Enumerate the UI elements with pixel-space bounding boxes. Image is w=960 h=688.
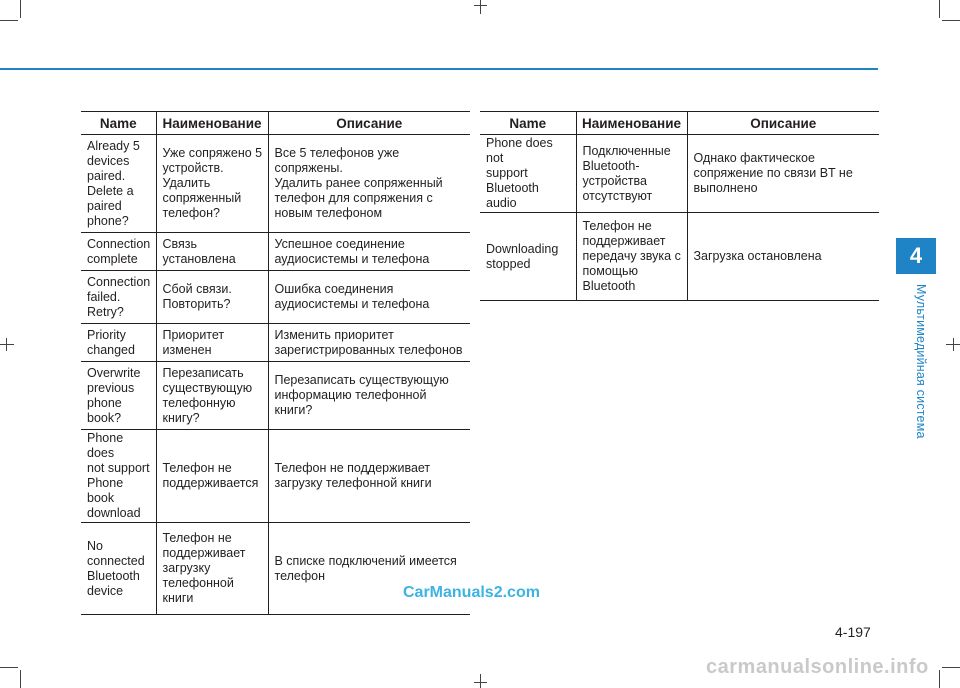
message-title: Сбой связи. Повторить? [156,271,268,324]
crop-mark [942,20,960,21]
message-name: Phone does not support Phone book download [81,430,156,523]
table-row [81,362,470,430]
message-title: Телефон не поддерживает передачу звука с помощью Bluetooth [576,213,687,301]
message-table-left [81,111,470,615]
header-rule [0,68,878,70]
table-row [81,430,470,523]
crop-mark [939,0,940,18]
chapter-tab: 4 [896,238,936,274]
table-header-row [480,112,879,135]
chapter-title: Мультимедийная система [914,284,928,439]
message-name: Connection complete [81,233,156,271]
watermark-footer: carmanualsonline.info [706,656,929,678]
crop-mark [474,5,487,6]
message-title: Приоритет изменен [156,324,268,362]
message-name: Downloading stopped [480,213,576,301]
crop-mark [474,682,487,683]
message-title: Перезаписать существующую телефонную книгу? [156,362,268,430]
message-description: Телефон не поддерживает загрузку телефонной книги [268,430,470,523]
crop-mark [0,20,18,21]
message-description: Успешное соединение аудиосистемы и телефона [268,233,470,271]
message-description: Однако фактическое сопряжение по связи BT не выполнено [687,135,879,213]
crop-mark [942,667,960,668]
table-row [81,324,470,362]
table-row [480,213,879,301]
crop-mark [0,667,18,668]
message-description: Загрузка остановлена [687,213,879,301]
table-row [480,135,879,213]
message-title: Связь установлена [156,233,268,271]
column-header-description: Описание [268,112,470,135]
message-name: Connection failed. Retry? [81,271,156,324]
table-row [81,135,470,233]
message-title: Телефон не поддерживается [156,430,268,523]
column-header-title: Наименование [576,112,687,135]
crop-mark [953,338,954,351]
message-title: Уже сопряжено 5 устройств. Удалить сопряженный телефон? [156,135,268,233]
message-name: No connected Bluetooth device [81,523,156,615]
crop-mark [480,0,481,14]
column-header-title: Наименование [156,112,268,135]
column-header-name: Name [81,112,156,135]
message-table-right [480,111,879,301]
message-description: Ошибка соединения аудиосистемы и телефона [268,271,470,324]
message-description: Перезаписать существующую информацию телефонной книги? [268,362,470,430]
message-name: Priority changed [81,324,156,362]
table-row [81,271,470,324]
message-name: Overwrite previous phone book? [81,362,156,430]
page-number: 4-197 [835,624,871,640]
message-description: В списке подключений имеется телефон [268,523,470,615]
message-title: Телефон не поддерживает загрузку телефонной книги [156,523,268,615]
message-description: Изменить приоритет зарегистрированных телефонов [268,324,470,362]
watermark-text: CarManuals2.com [403,584,540,601]
crop-mark [20,0,21,18]
message-name: Phone does not support Bluetooth audio [480,135,576,213]
message-description: Все 5 телефонов уже сопряжены. Удалить ранее сопряженный телефон для сопряжения с новым телефоном [268,135,470,233]
message-title: Подключенные Bluetooth- устройства отсутствуют [576,135,687,213]
crop-mark [20,670,21,688]
column-header-name: Name [480,112,576,135]
table-header-row [81,112,470,135]
crop-mark [939,670,940,688]
crop-mark [480,674,481,688]
table-row [81,233,470,271]
crop-mark [0,344,14,345]
message-name: Already 5 devices paired. Delete a paired phone? [81,135,156,233]
crop-mark [6,338,7,351]
column-header-description: Описание [687,112,879,135]
